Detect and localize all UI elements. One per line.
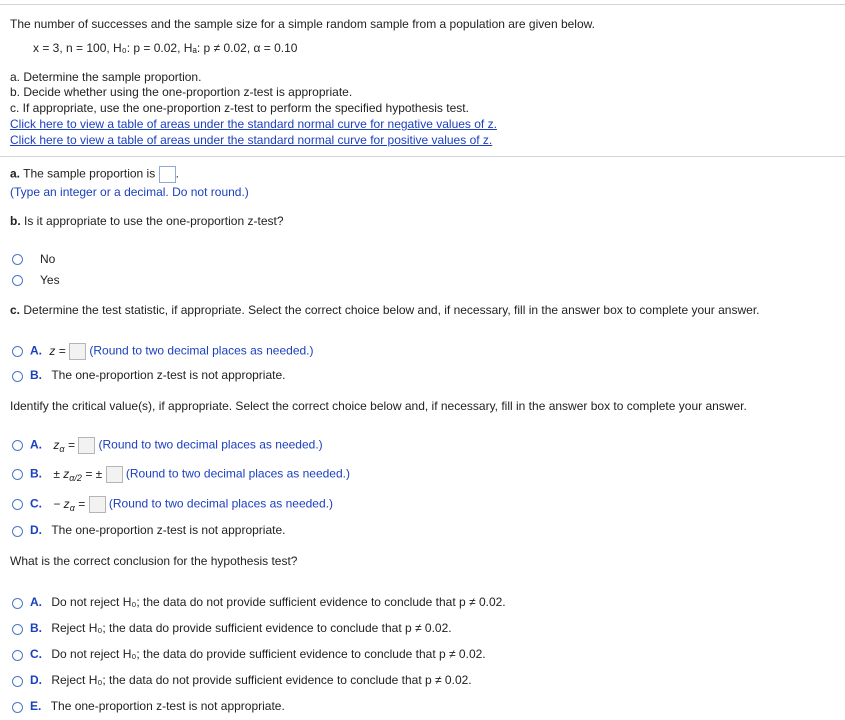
part-c-label: c. bbox=[10, 303, 21, 317]
conclusion-text: Reject H₀; the data do provide sufficient evidence to conclude that p ≠ 0.02. bbox=[51, 621, 452, 635]
radio-conclusion-a[interactable] bbox=[12, 598, 23, 609]
conclusion-question: What is the correct conclusion for the hypothesis test? bbox=[10, 554, 298, 568]
negative-z-table-link[interactable]: Click here to view a table of areas under the standard normal curve for negative values of z. bbox=[10, 117, 497, 131]
part-a-instruction: a. Determine the sample proportion. bbox=[10, 70, 202, 84]
neg-z-alpha-input[interactable] bbox=[89, 496, 106, 513]
radio-critical-d[interactable] bbox=[12, 526, 23, 537]
radio-no[interactable] bbox=[12, 254, 23, 265]
option-letter: E. bbox=[30, 699, 42, 713]
critical-value-question: Identify the critical value(s), if appropriate. Select the correct choice below and, if necessary, fill in the answer box to complete your answer. bbox=[10, 399, 747, 413]
option-letter: A. bbox=[30, 437, 42, 452]
radio-critical-b[interactable] bbox=[12, 469, 23, 480]
radio-conclusion-c[interactable] bbox=[12, 650, 23, 661]
positive-z-table-link[interactable]: Click here to view a table of areas under the standard normal curve for positive values of z. bbox=[10, 133, 493, 147]
z-half-alpha-input[interactable] bbox=[106, 466, 123, 483]
not-appropriate-text: The one-proportion z-test is not appropriate. bbox=[51, 368, 286, 382]
conclusion-option-e[interactable] bbox=[30, 699, 285, 713]
given-values: x = 3, n = 100, H₀: p = 0.02, Hₐ: p ≠ 0.02, α = 0.10 bbox=[33, 41, 298, 55]
conclusion-option-a[interactable] bbox=[30, 595, 506, 609]
radio-critical-c[interactable] bbox=[12, 499, 23, 510]
z-alpha-input[interactable] bbox=[78, 437, 95, 454]
part-a-prompt: a. The sample proportion is . bbox=[10, 166, 179, 183]
top-divider bbox=[0, 4, 845, 5]
option-letter: A. bbox=[30, 343, 42, 358]
part-b-question bbox=[10, 214, 284, 228]
z-alpha-expression: $z_\alpha$ = bbox=[53, 437, 75, 454]
z-expression: z = bbox=[49, 343, 66, 358]
option-letter: C. bbox=[30, 647, 42, 661]
problem-intro: The number of successes and the sample size for a simple random sample from a population are given below. bbox=[10, 17, 595, 31]
radio-conclusion-e[interactable] bbox=[12, 702, 23, 713]
part-c-text: Determine the test statistic, if appropriate. Select the correct choice below and, if necessary, fill in the answer box to complete your answer. bbox=[23, 303, 760, 317]
critical-option-d[interactable] bbox=[30, 523, 285, 537]
part-b-text: Is it appropriate to use the one-proportion z-test? bbox=[24, 214, 284, 228]
option-letter: B. bbox=[30, 621, 42, 635]
option-no-label[interactable]: No bbox=[40, 252, 56, 266]
conclusion-option-c[interactable] bbox=[30, 647, 486, 661]
conclusion-text: Do not reject H₀; the data do provide sufficient evidence to conclude that p ≠ 0.02. bbox=[51, 647, 486, 661]
conclusion-option-b[interactable] bbox=[30, 621, 452, 635]
z-statistic-input[interactable] bbox=[69, 343, 86, 360]
option-letter: B. bbox=[30, 466, 42, 481]
critical-option-b[interactable] bbox=[30, 466, 350, 483]
conclusion-text: The one-proportion z-test is not appropriate. bbox=[50, 699, 285, 713]
part-c-question bbox=[10, 303, 760, 317]
option-letter: C. bbox=[30, 496, 42, 511]
conclusion-option-d[interactable] bbox=[30, 673, 472, 687]
test-stat-option-b[interactable] bbox=[30, 368, 285, 382]
radio-critical-a[interactable] bbox=[12, 440, 23, 451]
radio-yes[interactable] bbox=[12, 275, 23, 286]
conclusion-text: Do not reject H₀; the data do not provide sufficient evidence to conclude that p ≠ 0.02. bbox=[51, 595, 506, 609]
neg-z-alpha-expression: − $z_\alpha$ = bbox=[53, 496, 86, 513]
option-letter: D. bbox=[30, 523, 42, 537]
part-a-text: The sample proportion is bbox=[23, 166, 156, 181]
conclusion-text: Reject H₀; the data do not provide sufficient evidence to conclude that p ≠ 0.02. bbox=[51, 673, 472, 687]
radio-test-stat-b[interactable] bbox=[12, 371, 23, 382]
critical-option-c[interactable] bbox=[30, 496, 333, 513]
test-stat-option-a[interactable] bbox=[30, 343, 314, 360]
option-letter: B. bbox=[30, 368, 42, 382]
round-hint: (Round to two decimal places as needed.) bbox=[125, 466, 350, 481]
part-a-label: a. bbox=[10, 166, 21, 181]
option-letter: D. bbox=[30, 673, 42, 687]
part-c-instruction: c. If appropriate, use the one-proportion z-test to perform the specified hypothesis test. bbox=[10, 101, 469, 115]
round-hint: (Round to two decimal places as needed.) bbox=[89, 343, 314, 358]
sample-proportion-input[interactable] bbox=[159, 166, 176, 183]
critical-option-a[interactable] bbox=[30, 437, 323, 454]
part-a-hint: (Type an integer or a decimal. Do not round.) bbox=[10, 185, 249, 199]
part-b-label: b. bbox=[10, 214, 21, 228]
round-hint: (Round to two decimal places as needed.) bbox=[108, 496, 333, 511]
radio-test-stat-a[interactable] bbox=[12, 346, 23, 357]
plus-minus-z-half-alpha-expression: ± $z_{\alpha/2}$ = ± bbox=[53, 466, 103, 483]
radio-conclusion-b[interactable] bbox=[12, 624, 23, 635]
not-appropriate-text: The one-proportion z-test is not appropriate. bbox=[51, 523, 286, 537]
option-yes-label[interactable]: Yes bbox=[40, 273, 60, 287]
section-divider bbox=[0, 156, 845, 157]
option-letter: A. bbox=[30, 595, 42, 609]
radio-conclusion-d[interactable] bbox=[12, 676, 23, 687]
part-b-instruction: b. Decide whether using the one-proportion z-test is appropriate. bbox=[10, 85, 353, 99]
round-hint: (Round to two decimal places as needed.) bbox=[98, 437, 323, 452]
